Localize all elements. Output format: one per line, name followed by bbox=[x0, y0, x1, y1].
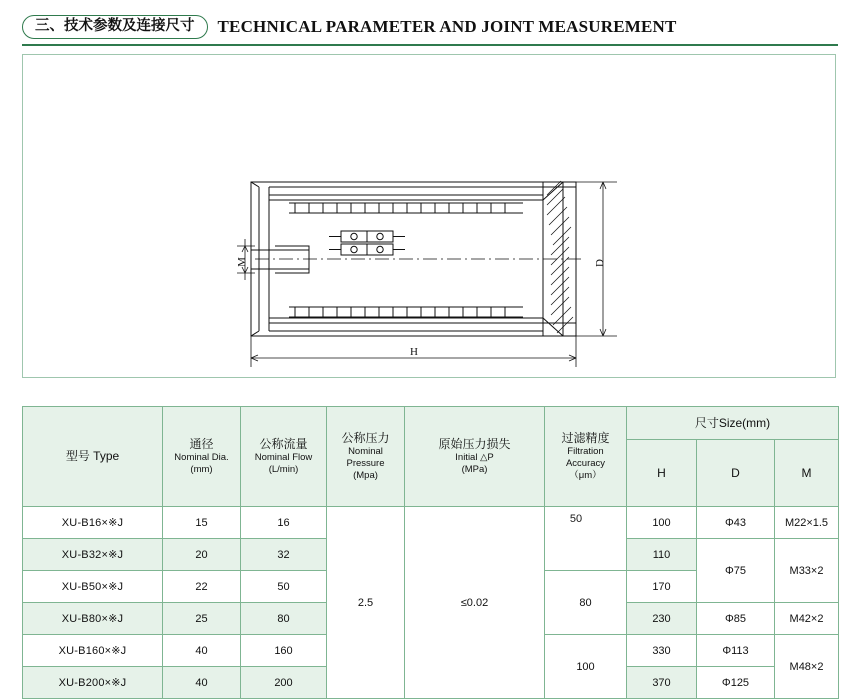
cell-size-d: Φ75 bbox=[697, 539, 775, 603]
cell-filtration-2: 80 bbox=[545, 571, 627, 635]
cell-nominal-dia: 20 bbox=[163, 539, 241, 571]
filter-technical-drawing bbox=[23, 55, 835, 377]
header-type: 型号 Type bbox=[23, 407, 163, 507]
cell-nominal-flow: 200 bbox=[241, 667, 327, 699]
header-nominal-pressure: 公称压力 Nominal Pressure (Mpa) bbox=[327, 407, 405, 507]
cell-size-d: Φ125 bbox=[697, 667, 775, 699]
specification-table bbox=[22, 406, 839, 699]
cell-size-h: 100 bbox=[627, 507, 697, 539]
cell-initial-dp: ≤0.02 bbox=[405, 507, 545, 699]
header-size-m: M bbox=[775, 440, 839, 507]
cell-type: XU-B200×※J bbox=[23, 667, 163, 699]
section-title-chinese: 三、技术参数及连接尺寸 bbox=[22, 15, 208, 40]
cell-type: XU-B80×※J bbox=[23, 603, 163, 635]
header-divider bbox=[22, 44, 838, 46]
cell-size-h: 110 bbox=[627, 539, 697, 571]
header-size-d: D bbox=[697, 440, 775, 507]
cell-nominal-flow: 16 bbox=[241, 507, 327, 539]
cell-size-d: Φ43 bbox=[697, 507, 775, 539]
cell-size-h: 230 bbox=[627, 603, 697, 635]
cell-nominal-dia: 40 bbox=[163, 635, 241, 667]
header-size-h: H bbox=[627, 440, 697, 507]
header-nominal-flow: 公称流量 Nominal Flow (L/min) bbox=[241, 407, 327, 507]
header-filtration-accuracy: 过滤精度 Filtration Accuracy （μm） bbox=[545, 407, 627, 507]
cell-type: XU-B32×※J bbox=[23, 539, 163, 571]
cell-size-m: M42×2 bbox=[775, 603, 839, 635]
header-nominal-dia: 通径 Nominal Dia. (mm) bbox=[163, 407, 241, 507]
cell-nominal-flow: 50 bbox=[241, 571, 327, 603]
cell-size-h: 370 bbox=[627, 667, 697, 699]
cell-type: XU-B160×※J bbox=[23, 635, 163, 667]
cell-size-h: 170 bbox=[627, 571, 697, 603]
cell-type: XU-B50×※J bbox=[23, 571, 163, 603]
cell-type: XU-B16×※J bbox=[23, 507, 163, 539]
cell-nominal-pressure: 2.5 bbox=[327, 507, 405, 699]
dim-label-h: H bbox=[410, 346, 418, 358]
cell-size-d: Φ113 bbox=[697, 635, 775, 667]
cell-filtration-3: 100 bbox=[545, 635, 627, 699]
header-size-group: 尺寸Size(mm) bbox=[627, 407, 839, 440]
cell-nominal-flow: 32 bbox=[241, 539, 327, 571]
cell-size-m: M48×2 bbox=[775, 635, 839, 699]
cell-nominal-dia: 25 bbox=[163, 603, 241, 635]
cell-nominal-flow: 80 bbox=[241, 603, 327, 635]
dim-label-d: D bbox=[594, 259, 606, 267]
dim-label-m: M bbox=[236, 257, 248, 267]
cell-size-d: Φ85 bbox=[697, 603, 775, 635]
table-row bbox=[23, 507, 839, 539]
table-header-row-1 bbox=[23, 407, 839, 440]
cell-nominal-dia: 15 bbox=[163, 507, 241, 539]
section-title-english: TECHNICAL PARAMETER AND JOINT MEASUREMENT bbox=[217, 17, 677, 36]
cell-size-h: 330 bbox=[627, 635, 697, 667]
cell-nominal-dia: 40 bbox=[163, 667, 241, 699]
section-header bbox=[22, 10, 838, 44]
cell-size-m: M22×1.5 bbox=[775, 507, 839, 539]
cell-nominal-dia: 22 bbox=[163, 571, 241, 603]
cell-size-m: M33×2 bbox=[775, 539, 839, 603]
cell-nominal-flow: 160 bbox=[241, 635, 327, 667]
drawing-panel bbox=[22, 54, 836, 378]
header-initial-dp: 原始压力损失 Initial △P (MPa) bbox=[405, 407, 545, 507]
cell-filtration-1-value: 50 bbox=[569, 513, 583, 525]
